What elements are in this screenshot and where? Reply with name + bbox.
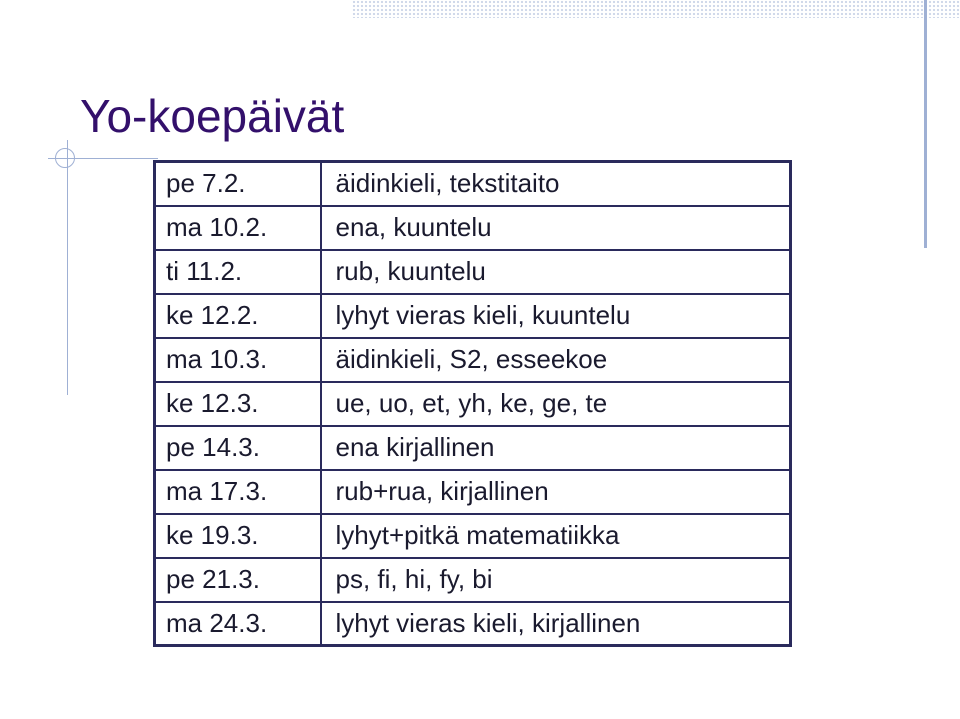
exam-subject-cell: rub, kuuntelu bbox=[321, 250, 791, 294]
table-row bbox=[155, 514, 791, 558]
table-row bbox=[155, 162, 791, 206]
exam-date-cell: ma 10.3. bbox=[155, 338, 321, 382]
table-row bbox=[155, 470, 791, 514]
schedule-table-body bbox=[155, 162, 791, 646]
decorative-dotted-band bbox=[352, 0, 960, 18]
exam-date-cell: ma 10.2. bbox=[155, 206, 321, 250]
exam-subject-cell: rub+rua, kirjallinen bbox=[321, 470, 791, 514]
table-row bbox=[155, 602, 791, 646]
exam-subject-cell: lyhyt vieras kieli, kuuntelu bbox=[321, 294, 791, 338]
decorative-circle-icon bbox=[55, 148, 75, 168]
exam-date-cell: ke 12.3. bbox=[155, 382, 321, 426]
table-row bbox=[155, 250, 791, 294]
table-row bbox=[155, 382, 791, 426]
exam-schedule-table bbox=[153, 160, 792, 647]
exam-subject-cell: ena, kuuntelu bbox=[321, 206, 791, 250]
exam-date-cell: pe 14.3. bbox=[155, 426, 321, 470]
exam-date-cell: ke 12.2. bbox=[155, 294, 321, 338]
table-row bbox=[155, 206, 791, 250]
decorative-vertical-line-left bbox=[67, 140, 68, 395]
exam-date-cell: ma 24.3. bbox=[155, 602, 321, 646]
exam-date-cell: ma 17.3. bbox=[155, 470, 321, 514]
decorative-vertical-line-right bbox=[924, 0, 927, 248]
exam-subject-cell: ena kirjallinen bbox=[321, 426, 791, 470]
exam-subject-cell: äidinkieli, S2, esseekoe bbox=[321, 338, 791, 382]
exam-date-cell: ke 19.3. bbox=[155, 514, 321, 558]
table-row bbox=[155, 294, 791, 338]
exam-date-cell: ti 11.2. bbox=[155, 250, 321, 294]
exam-subject-cell: lyhyt vieras kieli, kirjallinen bbox=[321, 602, 791, 646]
table-row bbox=[155, 426, 791, 470]
table-row bbox=[155, 558, 791, 602]
exam-date-cell: pe 7.2. bbox=[155, 162, 321, 206]
exam-subject-cell: ps, fi, hi, fy, bi bbox=[321, 558, 791, 602]
exam-subject-cell: äidinkieli, tekstitaito bbox=[321, 162, 791, 206]
exam-subject-cell: lyhyt+pitkä matematiikka bbox=[321, 514, 791, 558]
slide-title: Yo-koepäivät bbox=[80, 90, 345, 142]
table-row bbox=[155, 338, 791, 382]
exam-date-cell: pe 21.3. bbox=[155, 558, 321, 602]
exam-subject-cell: ue, uo, et, yh, ke, ge, te bbox=[321, 382, 791, 426]
